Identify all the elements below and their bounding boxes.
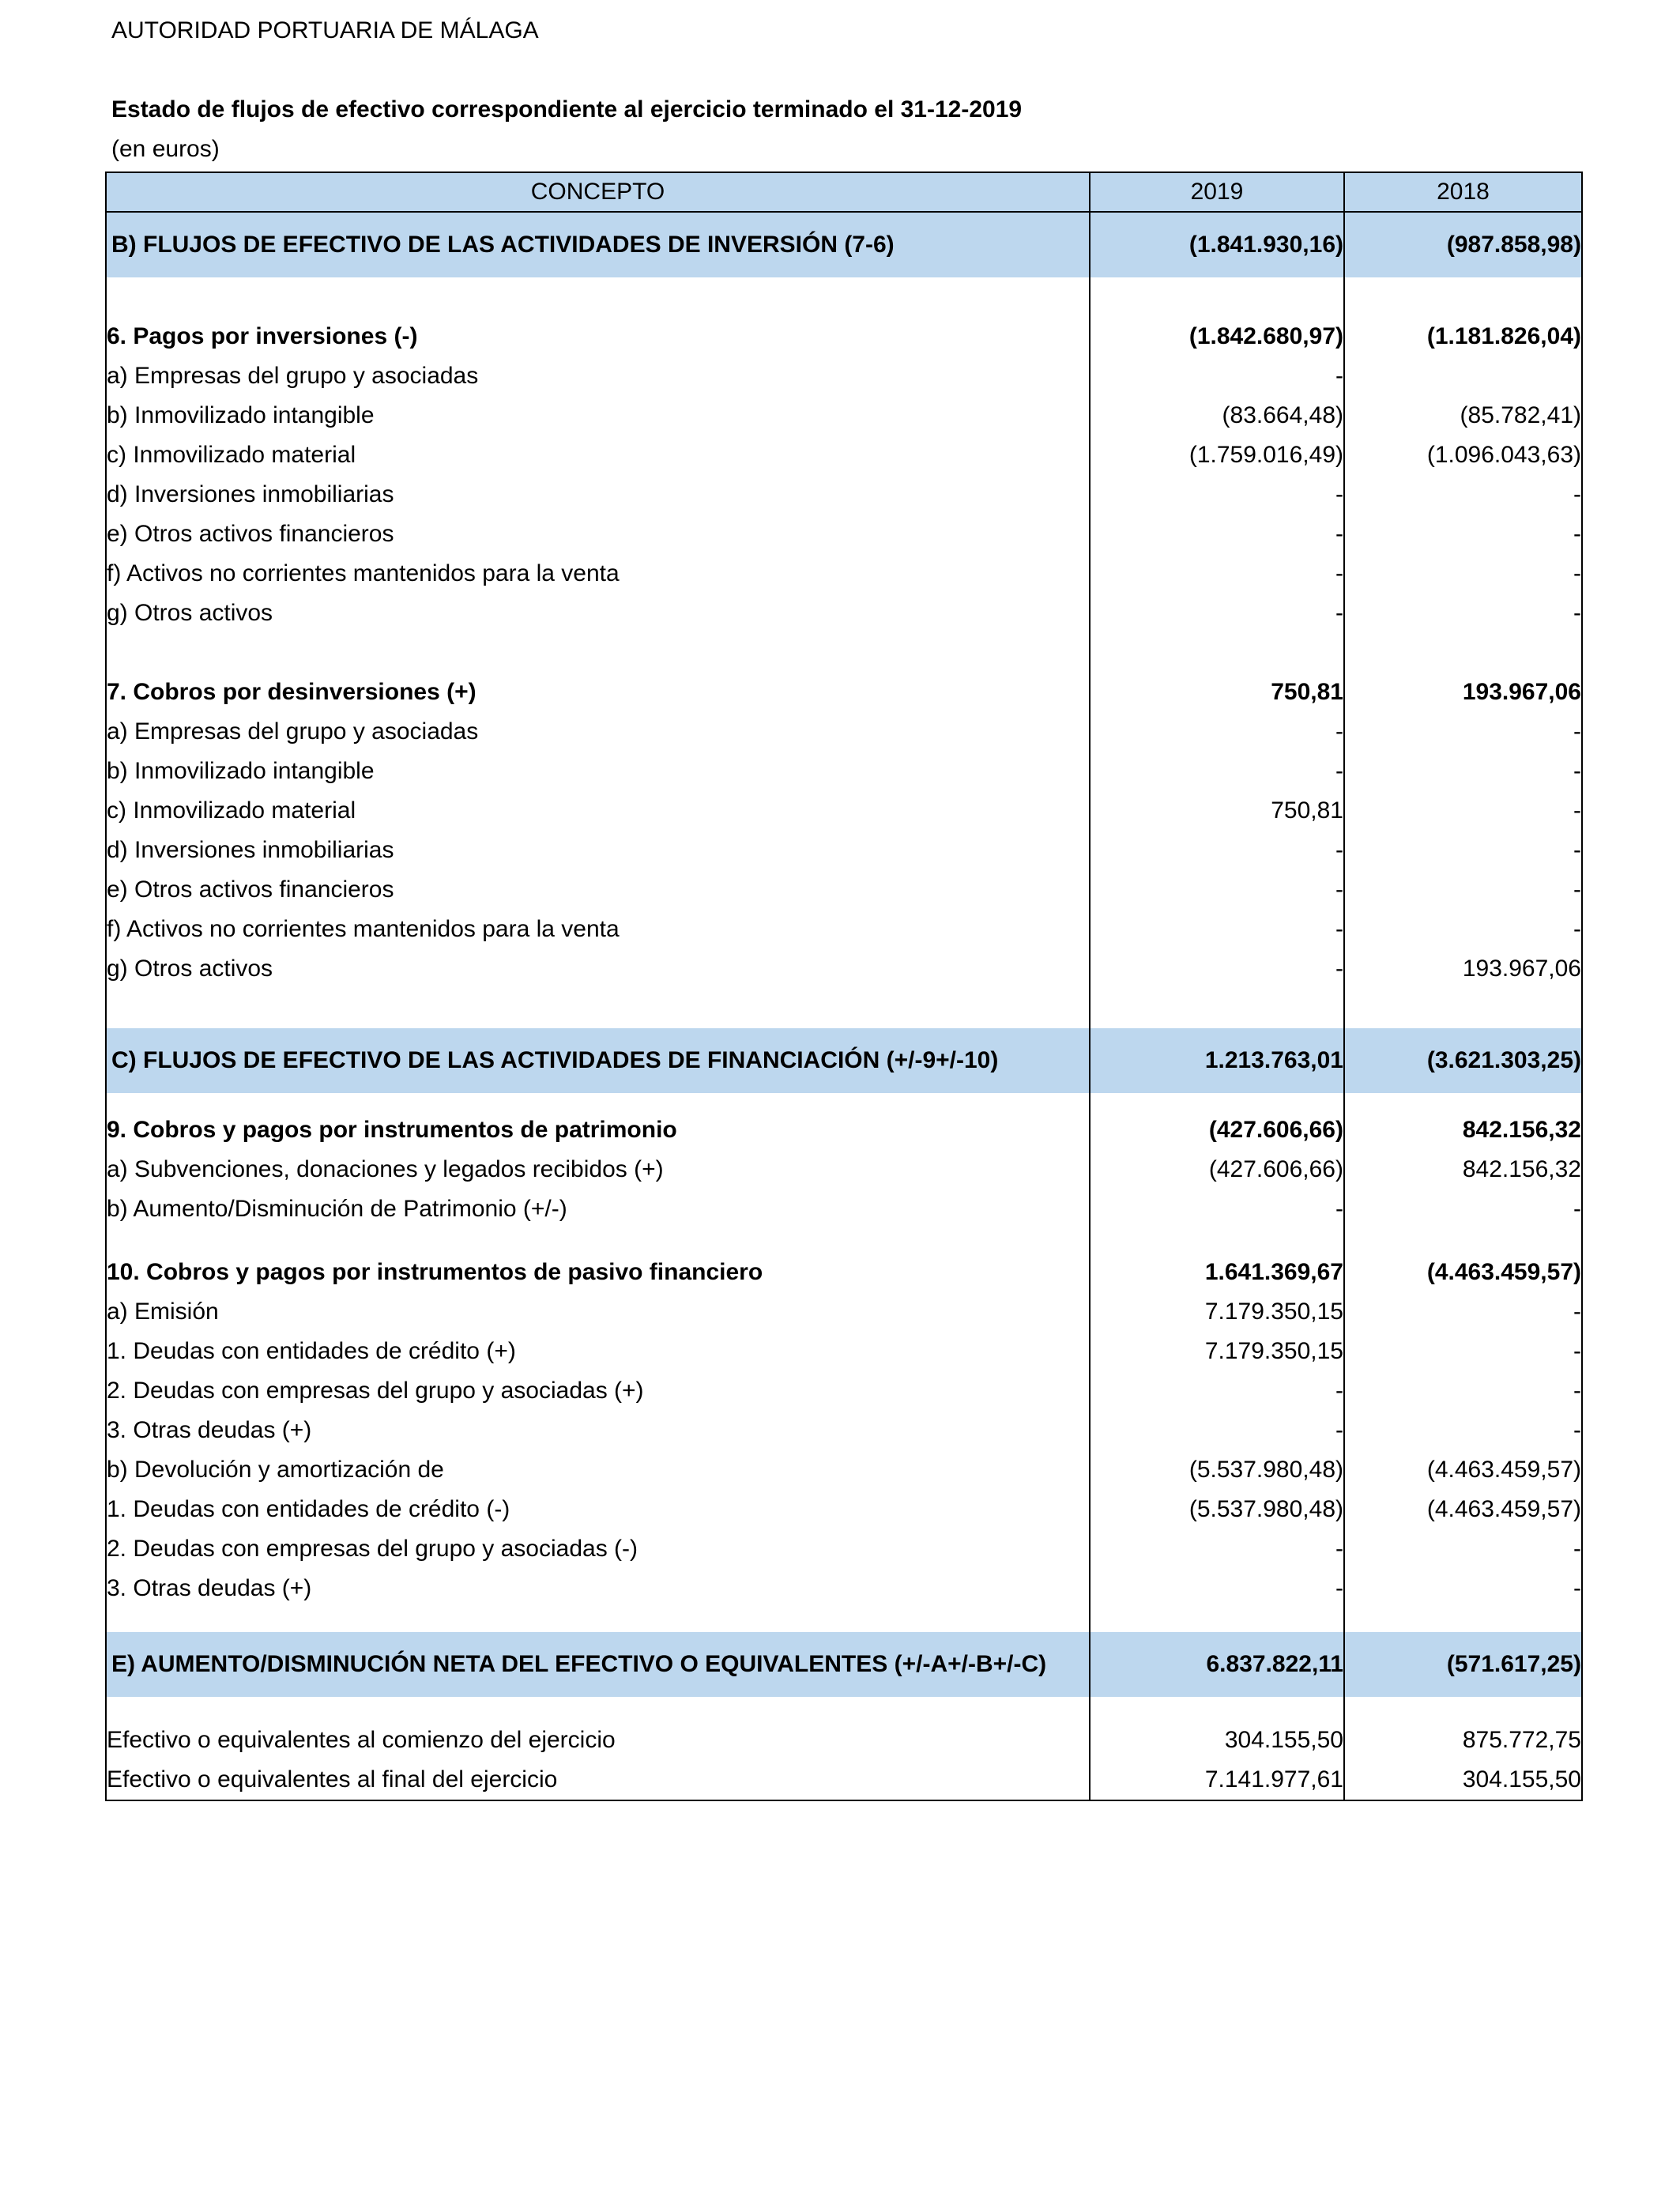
value-2019 — [1090, 1093, 1344, 1110]
value-2019: 6.837.822,11 — [1090, 1632, 1344, 1697]
row-label — [106, 1697, 1090, 1721]
table-row — [106, 356, 1582, 396]
table-row — [106, 396, 1582, 435]
value-2019: (83.664,48) — [1090, 396, 1344, 435]
value-2018: - — [1344, 594, 1582, 633]
row-label — [106, 1608, 1090, 1632]
row-label: d) Inversiones inmobiliarias — [106, 475, 1090, 515]
value-2019: - — [1090, 356, 1344, 396]
table-row — [106, 752, 1582, 791]
row-label: E) AUMENTO/DISMINUCIÓN NETA DEL EFECTIVO O EQUIVALENTES (+/-A+/-B+/-C) — [106, 1632, 1090, 1697]
row-label: a) Empresas del grupo y asociadas — [106, 356, 1090, 396]
value-2019: (1.841.930,16) — [1090, 212, 1344, 277]
value-2018: 193.967,06 — [1344, 949, 1582, 989]
table-row — [106, 831, 1582, 870]
row-label — [106, 1093, 1090, 1110]
group-payments-investments — [106, 317, 1582, 356]
value-2019: - — [1090, 1411, 1344, 1450]
table-row — [106, 949, 1582, 989]
table-row — [106, 1189, 1582, 1229]
value-2019: (5.537.980,48) — [1090, 1490, 1344, 1529]
table-row — [106, 1529, 1582, 1569]
value-2019: - — [1090, 1569, 1344, 1608]
value-2019: - — [1090, 910, 1344, 949]
value-2019 — [1090, 1608, 1344, 1632]
value-2018: - — [1344, 1529, 1582, 1569]
spacer-row — [106, 1608, 1582, 1632]
value-2019 — [1090, 1229, 1344, 1253]
row-label: a) Emisión — [106, 1292, 1090, 1332]
value-2018 — [1344, 1697, 1582, 1721]
row-label: f) Activos no corrientes mantenidos para la venta — [106, 554, 1090, 594]
value-2018 — [1344, 1229, 1582, 1253]
table-row — [106, 1490, 1582, 1529]
value-2018: 842.156,32 — [1344, 1110, 1582, 1150]
spacer-row — [106, 1697, 1582, 1721]
row-label: b) Aumento/Disminución de Patrimonio (+/-) — [106, 1189, 1090, 1229]
row-label: b) Inmovilizado intangible — [106, 752, 1090, 791]
row-label — [106, 633, 1090, 673]
table-row — [106, 910, 1582, 949]
value-2018 — [1344, 1093, 1582, 1110]
cash-balance-row — [106, 1721, 1582, 1760]
table-row — [106, 1569, 1582, 1608]
row-label: 2. Deudas con empresas del grupo y asociadas (+) — [106, 1371, 1090, 1411]
statement-title: Estado de flujos de efectivo correspondiente al ejercicio terminado el 31-12-2019 — [111, 96, 1023, 123]
value-2018: - — [1344, 1189, 1582, 1229]
row-label: b) Devolución y amortización de — [106, 1450, 1090, 1490]
table-row — [106, 1371, 1582, 1411]
value-2019: - — [1090, 831, 1344, 870]
row-label: 6. Pagos por inversiones (-) — [106, 317, 1090, 356]
value-2019: - — [1090, 870, 1344, 910]
value-2019: - — [1090, 554, 1344, 594]
value-2018: (1.096.043,63) — [1344, 435, 1582, 475]
value-2018: - — [1344, 712, 1582, 752]
header-2018: 2018 — [1344, 172, 1582, 212]
row-label: a) Subvenciones, donaciones y legados recibidos (+) — [106, 1150, 1090, 1189]
value-2019: 1.641.369,67 — [1090, 1253, 1344, 1292]
header-concepto: CONCEPTO — [106, 172, 1090, 212]
value-2018: - — [1344, 475, 1582, 515]
row-label: 7. Cobros por desinversiones (+) — [106, 673, 1090, 712]
value-2018 — [1344, 633, 1582, 673]
value-2018: 304.155,50 — [1344, 1760, 1582, 1800]
value-2018: - — [1344, 554, 1582, 594]
row-label: f) Activos no corrientes mantenidos para la venta — [106, 910, 1090, 949]
value-2019 — [1090, 277, 1344, 317]
value-2018: - — [1344, 831, 1582, 870]
section-net-change — [106, 1632, 1582, 1697]
value-2019: 1.213.763,01 — [1090, 1028, 1344, 1093]
row-label — [106, 1229, 1090, 1253]
section-investment — [106, 212, 1582, 277]
value-2018: 842.156,32 — [1344, 1150, 1582, 1189]
row-label — [106, 989, 1090, 1028]
value-2018: - — [1344, 870, 1582, 910]
value-2018 — [1344, 1608, 1582, 1632]
value-2019: - — [1090, 475, 1344, 515]
value-2018: - — [1344, 1371, 1582, 1411]
cash-flow-table — [105, 172, 1583, 1801]
value-2018: - — [1344, 1569, 1582, 1608]
value-2019: 304.155,50 — [1090, 1721, 1344, 1760]
value-2018: - — [1344, 752, 1582, 791]
value-2018: - — [1344, 910, 1582, 949]
value-2018 — [1344, 356, 1582, 396]
row-label: C) FLUJOS DE EFECTIVO DE LAS ACTIVIDADES DE FINANCIACIÓN (+/-9+/-10) — [106, 1028, 1090, 1093]
spacer-row — [106, 277, 1582, 317]
value-2019: 7.141.977,61 — [1090, 1760, 1344, 1800]
spacer-row — [106, 1093, 1582, 1110]
group-financial-liabilities — [106, 1253, 1582, 1292]
value-2019: 750,81 — [1090, 673, 1344, 712]
value-2018: (4.463.459,57) — [1344, 1490, 1582, 1529]
row-label: 2. Deudas con empresas del grupo y asociadas (-) — [106, 1529, 1090, 1569]
row-label: 9. Cobros y pagos por instrumentos de patrimonio — [106, 1110, 1090, 1150]
row-label: e) Otros activos financieros — [106, 870, 1090, 910]
spacer-row — [106, 1229, 1582, 1253]
value-2018: - — [1344, 791, 1582, 831]
value-2018: - — [1344, 1292, 1582, 1332]
row-label: Efectivo o equivalentes al final del ejercicio — [106, 1760, 1090, 1800]
value-2019: (427.606,66) — [1090, 1110, 1344, 1150]
spacer-row — [106, 989, 1582, 1028]
cash-balance-row — [106, 1760, 1582, 1800]
table-row — [106, 515, 1582, 554]
value-2018 — [1344, 277, 1582, 317]
value-2019: 7.179.350,15 — [1090, 1332, 1344, 1371]
value-2019: - — [1090, 1529, 1344, 1569]
group-equity-instruments — [106, 1110, 1582, 1150]
row-label: c) Inmovilizado material — [106, 791, 1090, 831]
value-2018: - — [1344, 1332, 1582, 1371]
table-row — [106, 1292, 1582, 1332]
value-2019: (1.759.016,49) — [1090, 435, 1344, 475]
value-2019 — [1090, 1697, 1344, 1721]
row-label: g) Otros activos — [106, 949, 1090, 989]
value-2018: (571.617,25) — [1344, 1632, 1582, 1697]
row-label: b) Inmovilizado intangible — [106, 396, 1090, 435]
row-label: c) Inmovilizado material — [106, 435, 1090, 475]
row-label: Efectivo o equivalentes al comienzo del ejercicio — [106, 1721, 1090, 1760]
value-2019: (427.606,66) — [1090, 1150, 1344, 1189]
value-2018: (4.463.459,57) — [1344, 1450, 1582, 1490]
value-2018: (1.181.826,04) — [1344, 317, 1582, 356]
value-2019 — [1090, 989, 1344, 1028]
value-2018: (85.782,41) — [1344, 396, 1582, 435]
value-2019: - — [1090, 752, 1344, 791]
value-2019: - — [1090, 515, 1344, 554]
value-2019: 7.179.350,15 — [1090, 1292, 1344, 1332]
value-2018: (3.621.303,25) — [1344, 1028, 1582, 1093]
value-2019: - — [1090, 594, 1344, 633]
value-2019: - — [1090, 712, 1344, 752]
row-label: a) Empresas del grupo y asociadas — [106, 712, 1090, 752]
row-label: B) FLUJOS DE EFECTIVO DE LAS ACTIVIDADES DE INVERSIÓN (7-6) — [106, 212, 1090, 277]
row-label: d) Inversiones inmobiliarias — [106, 831, 1090, 870]
table-row — [106, 475, 1582, 515]
row-label: 3. Otras deudas (+) — [106, 1411, 1090, 1450]
value-2019: 750,81 — [1090, 791, 1344, 831]
table-row — [106, 791, 1582, 831]
value-2019: (1.842.680,97) — [1090, 317, 1344, 356]
value-2018: (987.858,98) — [1344, 212, 1582, 277]
value-2018: - — [1344, 515, 1582, 554]
value-2018: - — [1344, 1411, 1582, 1450]
value-2018: (4.463.459,57) — [1344, 1253, 1582, 1292]
table-row — [106, 435, 1582, 475]
section-financing — [106, 1028, 1582, 1093]
table-header — [106, 172, 1582, 212]
spacer-row — [106, 633, 1582, 673]
value-2018: 193.967,06 — [1344, 673, 1582, 712]
value-2019: (5.537.980,48) — [1090, 1450, 1344, 1490]
units-note: (en euros) — [111, 136, 220, 162]
organization-name: AUTORIDAD PORTUARIA DE MÁLAGA — [111, 17, 539, 43]
table-row — [106, 554, 1582, 594]
value-2019: - — [1090, 1371, 1344, 1411]
value-2018: 875.772,75 — [1344, 1721, 1582, 1760]
row-label: g) Otros activos — [106, 594, 1090, 633]
table-row — [106, 1411, 1582, 1450]
value-2018 — [1344, 989, 1582, 1028]
row-label: e) Otros activos financieros — [106, 515, 1090, 554]
group-divestment-collections — [106, 673, 1582, 712]
row-label: 10. Cobros y pagos por instrumentos de pasivo financiero — [106, 1253, 1090, 1292]
value-2019: - — [1090, 1189, 1344, 1229]
row-label: 1. Deudas con entidades de crédito (+) — [106, 1332, 1090, 1371]
value-2019 — [1090, 633, 1344, 673]
table-row — [106, 1150, 1582, 1189]
table-row — [106, 870, 1582, 910]
value-2019: - — [1090, 949, 1344, 989]
row-label: 3. Otras deudas (+) — [106, 1569, 1090, 1608]
header-2019: 2019 — [1090, 172, 1344, 212]
table-row — [106, 1450, 1582, 1490]
row-label: 1. Deudas con entidades de crédito (-) — [106, 1490, 1090, 1529]
table-row — [106, 712, 1582, 752]
table-row — [106, 594, 1582, 633]
row-label — [106, 277, 1090, 317]
table-row — [106, 1332, 1582, 1371]
